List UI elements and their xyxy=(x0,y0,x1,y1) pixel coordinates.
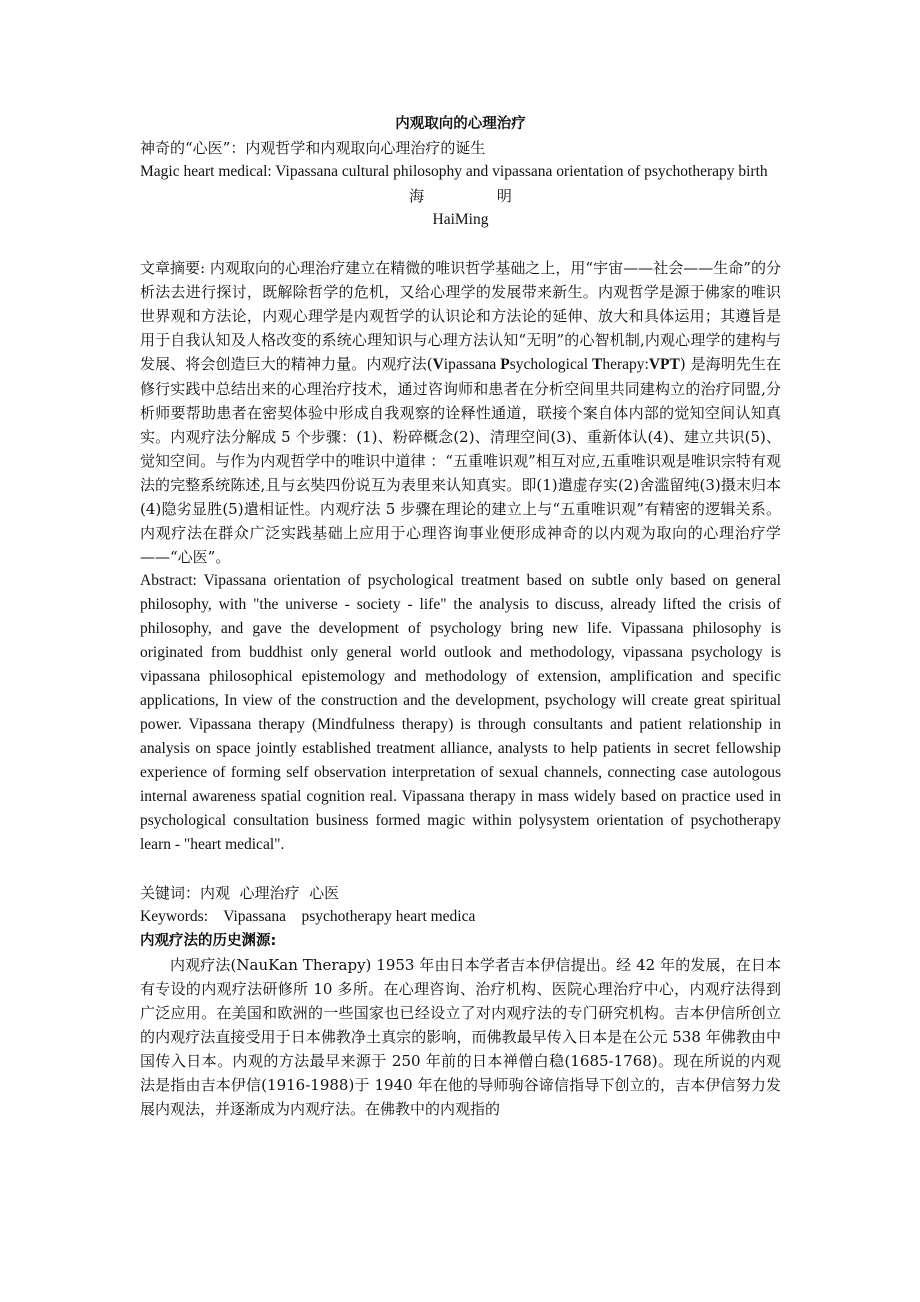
keywords-english: Keywords: Vipassana psychotherapy heart medica xyxy=(140,908,476,925)
spacer xyxy=(140,857,781,881)
history-paragraph: 内观疗法(NauKan Therapy) 1953 年由日本学者吉本伊信提出。经 42 年的发展，在日本有专设的内观疗法研修所 10 多所。在心理咨询、治疗机构、医院心理治疗中心，内观疗法得到广泛应用。在美国和欧洲的一些国家也已经设立了对内观疗法的专门研究机构。吉本伊信所创立的内观疗法直接受用于日本佛教净土真宗的影响，而佛教最早传入日本是在公元 538 年佛教由中国传入日本。内观的方法最早来源于 250 年前的日本禅僧白稳(1685-1768)。现在所说的内观法是指由吉本伊信(1916-1988)于 1940 年在他的导师驹谷谛信指导下创立的，吉本伊信努力发展内观法，并逐渐成为内观疗法。在佛教中的内观指的 xyxy=(140,956,781,1118)
history-heading: 内观疗法的历史渊源: xyxy=(140,933,277,949)
abstract-label: 文章摘要 xyxy=(140,259,201,277)
document-body xyxy=(140,112,781,1121)
term-t-bold: T xyxy=(592,356,603,373)
term-part-2: sychological xyxy=(509,356,593,373)
document-title: 内观取向的心理治疗 xyxy=(395,116,526,132)
keywords-chinese: 关键词：内观 心理治疗 心医 xyxy=(140,884,340,902)
term-abbr-bold: VPT xyxy=(648,356,680,373)
term-p-bold: P xyxy=(500,356,510,373)
author-chinese xyxy=(140,184,781,208)
author-english: HaiMing xyxy=(432,211,489,228)
term-part-1: ipassana xyxy=(443,356,501,373)
abstract-english: Abstract: Vipassana orientation of psychological treatment based on subtle only based on general philosophy, with "the universe - society - life" the analysis to discuss, already lifted the crisis of philosophy, and gave the development of psychology bring new life. Vipassana philosophy is originated from buddhist only general world outlook and methodology, vipassana psychology is vipassana philosophical epistemology and methodology of extension, amplification and specific applications, In view of the construction and the development, psychology will create great spiritual power. Vipassana therapy (Mindfulness therapy) is through consultants and patient relationship in analysis on space jointly established treatment alliance, analysts to help patients in secret fellowship experience of forming self observation interpretation of sexual channels, connecting case autologous internal awareness spatial cognition real. Vipassana therapy in mass widely based on practice used in psychological consultation business formed magic within polysystem orientation of psychotherapy learn - "heart medical". xyxy=(140,572,781,853)
subtitle-chinese: 神奇的“心医”：内观哲学和内观取向心理治疗的诞生 xyxy=(140,139,486,157)
term-v-bold: V xyxy=(432,356,444,373)
term-part-3: herapy: xyxy=(602,356,649,373)
abstract-text-2: ) 是海明先生在修行实践中总结出来的心理治疗技术，通过咨询师和患者在分析空间里共同建构立的治疗同盟,分析师要帮助患者在密契体验中形成自我观察的诠释性通道，联接个案自体内部的觉知空间认知真实。内观疗法分解成 5 个步骤：(1)、粉碎概念(2)、清理空间(3)、重新体认(4)、建立共识(5)、觉知空间。与作为内观哲学中的唯识中道律 ：“五重唯识观”相互对应,五重唯识观是唯识宗特有观法的完整系统陈述,且与玄奘四份说互为表里来认知真实。即(1)遣虚存实(2)舍滥留纯(3)摄末归本(4)隐劣显胜(5)遣相证性。内观疗法 5 步骤在理论的建立上与“五重唯识观”有精密的逻辑关系。内观疗法在群众广泛实践基础上应用于心理咨询事业便形成神奇的以内观为取向的心理治疗学——“心医”。 xyxy=(140,355,782,566)
spacer xyxy=(140,232,781,256)
abstract-text-1: : 内观取向的心理治疗建立在精微的唯识哲学基础之上，用“宇宙——社会——生命”的分析法去进行探讨，既解除哲学的危机，又给心理学的发展带来新生。内观哲学是源于佛家的唯识世界观和方法论，内观心理学是内观哲学的认识论和方法论的延伸、放大和具体运用；其遵旨是用于自我认知及人格改变的系统心理知识与心理方法认知“无明”的心智机制,内观心理学的建构与发展、将会创造巨大的精神力量。内观疗法( xyxy=(140,259,781,373)
abstract-chinese xyxy=(140,256,781,569)
author-name-cn: 海 明 xyxy=(409,187,546,205)
subtitle-english: Magic heart medical: Vipassana cultural philosophy and vipassana orientation of psychotherapy birth xyxy=(140,163,768,180)
